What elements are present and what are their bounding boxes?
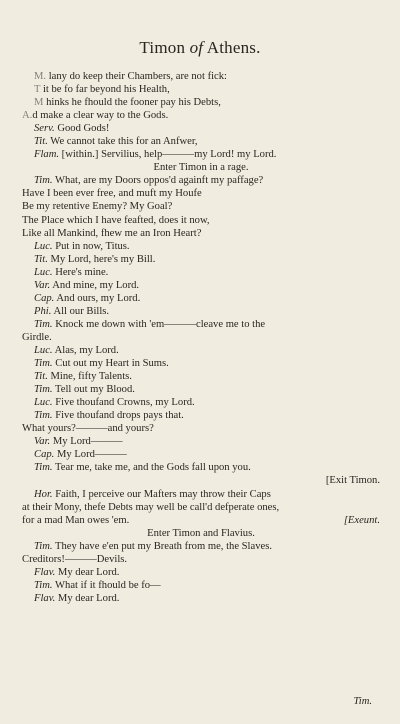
text-line bbox=[22, 240, 380, 253]
line-text: And ours, my Lord. bbox=[54, 292, 141, 304]
line-text: Good Gods! bbox=[54, 123, 110, 135]
text-line bbox=[22, 501, 380, 514]
text-line bbox=[22, 292, 380, 305]
text-line bbox=[22, 70, 380, 83]
text-line bbox=[22, 83, 380, 96]
line-text: Faith, I perceive our Mafters may throw their Caps bbox=[52, 488, 271, 500]
faded-text: M bbox=[34, 97, 47, 109]
line-text: Put in now, Titus. bbox=[52, 240, 130, 252]
speaker-name: Tit. bbox=[34, 253, 48, 265]
line-text: Tell out my Blood. bbox=[52, 384, 135, 396]
speaker-name: Var. bbox=[34, 436, 51, 448]
text-line bbox=[22, 122, 380, 135]
speaker-name: Var. bbox=[34, 279, 51, 291]
line-text: [within.] Servilius, help———my Lord! my Lord. bbox=[59, 149, 277, 161]
line-text: What yours?———and yours? bbox=[22, 423, 154, 435]
speaker-name: Tim. bbox=[34, 358, 53, 370]
line-text: What if it fhould be fo— bbox=[52, 579, 161, 591]
text-line bbox=[22, 435, 380, 448]
line-text: We cannot take this for an Anfwer, bbox=[47, 136, 198, 148]
line-text: d make a clear way to the Gods. bbox=[32, 110, 169, 122]
stage-direction: Enter Timon and Flavius. bbox=[147, 527, 255, 539]
faded-text: T bbox=[34, 84, 43, 96]
line-text: Mine, fifty Talents. bbox=[47, 371, 132, 383]
text-line bbox=[22, 383, 380, 396]
text-line bbox=[22, 109, 380, 122]
text-line bbox=[22, 370, 380, 383]
speaker-name: Tit. bbox=[34, 371, 48, 383]
speaker-name: Luc. bbox=[34, 397, 53, 409]
text-line bbox=[22, 396, 380, 409]
text-line bbox=[22, 253, 380, 266]
line-text: it be fo far beyond his Health, bbox=[42, 84, 170, 96]
line-text: They have e'en put my Breath from me, the Slaves. bbox=[52, 540, 272, 552]
faded-text: M. bbox=[34, 71, 49, 82]
faded-text: A. bbox=[22, 110, 33, 122]
speaker-name: Tim. bbox=[34, 175, 53, 187]
text-line bbox=[22, 135, 380, 148]
line-text: for a mad Man owes 'em. bbox=[22, 514, 130, 526]
text-line bbox=[22, 148, 380, 161]
text-line bbox=[22, 200, 380, 213]
line-text: Tear me, take me, and the Gods fall upon you. bbox=[52, 462, 251, 474]
speaker-name: Tim. bbox=[34, 384, 53, 396]
text-line bbox=[22, 357, 380, 370]
line-text: Alas, my Lord. bbox=[52, 344, 119, 356]
line-text: lany do keep their Chambers, are not fick: bbox=[48, 71, 227, 82]
line-text: Here's mine. bbox=[52, 266, 109, 278]
line-text: Cut out my Heart in Sums. bbox=[52, 358, 169, 370]
text-line bbox=[22, 527, 380, 540]
line-text: The Place which I have feafted, does it now, bbox=[22, 214, 210, 226]
text-line bbox=[22, 161, 380, 174]
text-line bbox=[22, 214, 380, 227]
line-text: Like all Mankind, fhew me an Iron Heart? bbox=[22, 227, 202, 239]
speaker-name: Cap. bbox=[34, 292, 55, 304]
text-line bbox=[22, 474, 380, 487]
line-text: Have I been ever free, and muft my Houfe bbox=[22, 188, 202, 200]
text-line bbox=[22, 409, 380, 422]
speaker-name: Luc. bbox=[34, 240, 53, 252]
text-line bbox=[22, 344, 380, 357]
text-line bbox=[22, 448, 380, 461]
line-text: All our Bills. bbox=[51, 305, 110, 317]
speaker-name: Luc. bbox=[34, 344, 53, 356]
speaker-name: Tim. bbox=[34, 462, 53, 474]
text-line bbox=[22, 553, 380, 566]
speaker-name: Tim. bbox=[34, 318, 53, 330]
header-title-of: of bbox=[189, 38, 204, 57]
text-line bbox=[22, 227, 380, 240]
text-line bbox=[22, 318, 380, 331]
line-text: at their Mony, thefe Debts may well be call'd defperate ones, bbox=[22, 501, 280, 513]
text-line bbox=[22, 566, 380, 579]
stage-direction: [Exeunt. bbox=[343, 514, 380, 526]
header-title-b: Athens. bbox=[206, 38, 261, 57]
text-line bbox=[22, 279, 380, 292]
stage-direction: Enter Timon in a rage. bbox=[153, 162, 249, 174]
text-line bbox=[22, 592, 380, 605]
line-text: My dear Lord. bbox=[55, 592, 120, 604]
speaker-name: Flam. bbox=[34, 149, 60, 161]
text-line bbox=[22, 514, 380, 527]
speaker-name: Hor. bbox=[34, 488, 53, 500]
text-line bbox=[22, 331, 380, 344]
text-line bbox=[22, 96, 380, 109]
line-text: And mine, my Lord. bbox=[50, 279, 140, 291]
catchword: Tim. bbox=[353, 696, 372, 707]
line-text: Knock me down with 'em———cleave me to the bbox=[52, 318, 266, 330]
speaker-name: Serv. bbox=[34, 123, 55, 135]
text-line bbox=[22, 461, 380, 474]
line-text: My dear Lord. bbox=[55, 566, 120, 578]
line-text: My Lord——— bbox=[54, 449, 127, 461]
line-text: What, are my Doors oppos'd againft my paffage? bbox=[52, 175, 264, 187]
text-line bbox=[22, 305, 380, 318]
line-text: Girdle. bbox=[22, 331, 52, 343]
play-text bbox=[22, 70, 380, 605]
speaker-name: Flav. bbox=[34, 592, 56, 604]
speaker-name: Tim. bbox=[34, 579, 53, 591]
text-line bbox=[22, 540, 380, 553]
speaker-name: Tim. bbox=[34, 410, 53, 422]
line-text: hinks he fhould the fooner pay his Debts, bbox=[46, 97, 221, 109]
text-line bbox=[22, 266, 380, 279]
text-line bbox=[22, 488, 380, 501]
speaker-name: Luc. bbox=[34, 266, 53, 278]
text-line bbox=[22, 187, 380, 200]
running-header bbox=[0, 38, 400, 58]
text-line bbox=[22, 579, 380, 592]
header-title-a: Timon bbox=[139, 38, 186, 57]
line-text: Five thoufand Crowns, my Lord. bbox=[52, 397, 195, 409]
text-line bbox=[22, 422, 380, 435]
line-text: Be my retentive Enemy? My Goal? bbox=[22, 201, 173, 213]
speaker-name: Phi. bbox=[34, 305, 52, 317]
speaker-name: Tit. bbox=[34, 136, 48, 148]
line-text: My Lord, here's my Bill. bbox=[47, 253, 156, 265]
stage-direction: [Exit Timon. bbox=[325, 475, 380, 487]
speaker-name: Flav. bbox=[34, 566, 56, 578]
line-text: My Lord——— bbox=[50, 436, 123, 448]
speaker-name: Cap. bbox=[34, 449, 55, 461]
text-line bbox=[22, 174, 380, 187]
line-text: Creditors!———Devils. bbox=[22, 553, 128, 565]
line-text: Five thoufand drops pays that. bbox=[52, 410, 184, 422]
speaker-name: Tim. bbox=[34, 540, 53, 552]
